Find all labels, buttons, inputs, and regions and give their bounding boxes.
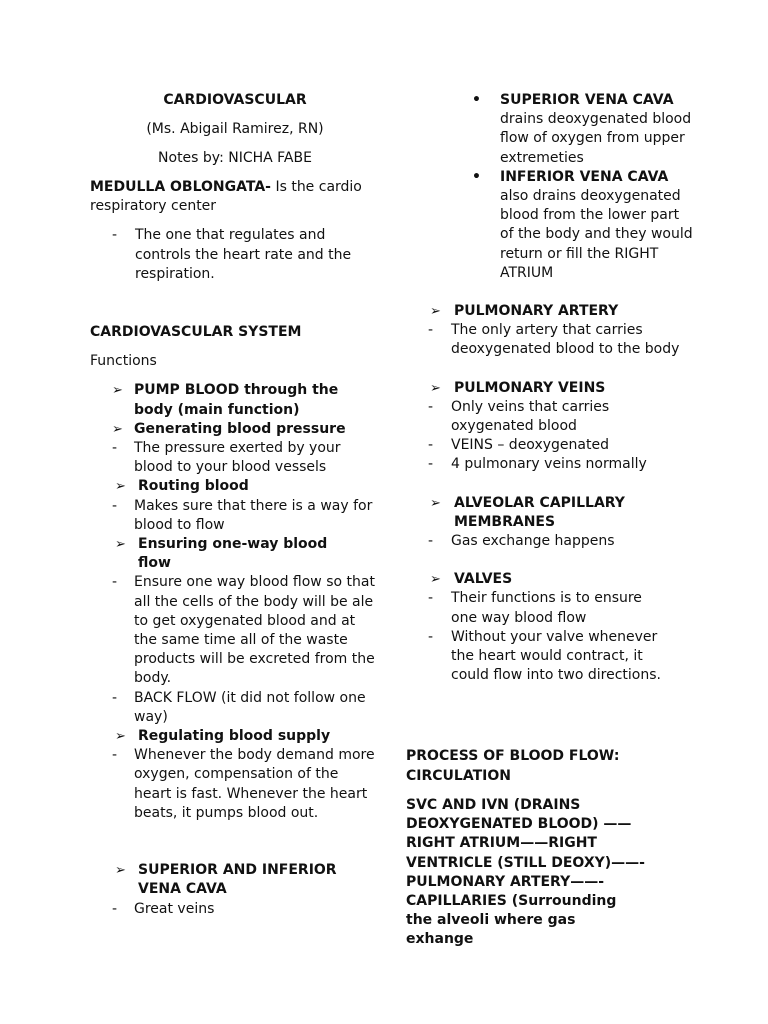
pv-dash-item-3 xyxy=(406,455,696,474)
regulating-dash-item xyxy=(90,746,380,823)
generating-dash-item xyxy=(90,439,380,477)
document-title: CARDIOVASCULAR xyxy=(163,92,307,108)
arrow-icon: ➢ xyxy=(112,421,123,437)
pv-dash-item-1 xyxy=(406,398,696,436)
generating-dash-text: The pressure exerted by your blood to your blood vessels xyxy=(134,440,341,476)
pv-dash-text-3: 4 pulmonary veins normally xyxy=(451,456,647,473)
pulmonary-veins-heading xyxy=(406,379,696,398)
bullet-marker: • xyxy=(472,168,481,185)
arrow-icon: ➢ xyxy=(430,304,441,320)
function-item-routing xyxy=(90,477,380,496)
dash-marker: - xyxy=(112,574,118,591)
right-column xyxy=(406,91,696,950)
svc-text: drains deoxygenated blood flow of oxygen from upper extremeties xyxy=(500,111,692,166)
routing-dash-item xyxy=(90,497,380,535)
valves-dash-text-2: Without your valve whenever the heart would contract, it could flow into two directions. xyxy=(451,628,661,684)
ivc-bullet-item xyxy=(382,168,696,283)
routing-dash-text: Makes sure that there is a way for blood to flow xyxy=(134,497,373,533)
dash-marker: - xyxy=(428,590,434,607)
dash-marker: - xyxy=(428,533,434,550)
generating-text: Generating blood pressure xyxy=(134,420,346,437)
left-column xyxy=(90,91,380,919)
arrow-icon: ➢ xyxy=(115,479,126,495)
dash-marker: - xyxy=(112,689,118,706)
ensuring-dash-text-2: BACK FLOW (it did not follow one way) xyxy=(134,689,366,725)
pv-dash-text-1: Only veins that carries oxygenated blood xyxy=(451,398,610,435)
routing-text: Routing blood xyxy=(138,478,249,495)
ivc-content xyxy=(500,168,696,283)
arrow-icon: ➢ xyxy=(115,537,126,553)
valves-dash-item-1 xyxy=(406,589,696,627)
valves-heading xyxy=(406,570,696,589)
ensuring-dash-item-2 xyxy=(90,689,380,727)
acm-heading xyxy=(406,494,696,532)
ensuring-text: Ensuring one-way blood flow xyxy=(138,536,328,572)
acm-dash-text: Gas exchange happens xyxy=(451,533,615,550)
medulla-paragraph xyxy=(90,178,380,216)
regulating-text: Regulating blood supply xyxy=(138,728,331,745)
function-item-regulating xyxy=(90,727,380,746)
vena-cava-dash-item xyxy=(90,900,380,919)
medulla-dash-text: The one that regulates and controls the heart rate and the respiration. xyxy=(135,227,352,282)
medulla-label: MEDULLA OBLONGATA- xyxy=(90,179,271,195)
dash-marker: - xyxy=(112,227,118,244)
arrow-icon: ➢ xyxy=(115,863,126,879)
vena-cava-dash-text: Great veins xyxy=(134,900,215,917)
dash-marker: - xyxy=(112,747,118,764)
arrow-icon: ➢ xyxy=(430,572,441,588)
dash-marker: - xyxy=(428,628,434,645)
process-text: SVC AND IVN (DRAINS DEOXYGENATED BLOOD) ——RIGHT ATRIUM——RIGHT VENTRICLE (STILL DEOXY)——-PULMONARY ARTERY——-CAPILLARIES (Surrounding the alveoli where gas exhange xyxy=(406,796,645,948)
pv-heading-text: PULMONARY VEINS xyxy=(454,379,606,396)
svc-label: SUPERIOR VENA CAVA xyxy=(500,92,674,108)
ensuring-dash-item-1 xyxy=(90,573,380,688)
medulla-text: Is the cardio respiratory center xyxy=(90,179,362,215)
function-item-generating xyxy=(90,420,380,439)
arrow-icon: ➢ xyxy=(430,495,441,511)
arrow-icon: ➢ xyxy=(430,380,441,396)
valves-dash-text-1: Their functions is to ensure one way blood flow xyxy=(451,590,642,626)
function-item-pump xyxy=(90,381,380,419)
pa-dash-item xyxy=(406,321,696,359)
svc-content xyxy=(500,91,696,168)
pa-heading-text: PULMONARY ARTERY xyxy=(454,303,619,320)
valves-dash-item-2 xyxy=(406,628,696,686)
valves-heading-text: VALVES xyxy=(454,571,513,588)
arrow-icon: ➢ xyxy=(112,383,123,399)
regulating-dash-text: Whenever the body demand more oxygen, compensation of the heart is fast. Whenever the heart beats, it pumps blood out. xyxy=(134,747,375,821)
medulla-dash-item xyxy=(0,226,380,284)
arrow-icon: ➢ xyxy=(115,729,126,745)
dash-marker: - xyxy=(112,900,118,917)
document-author: (Ms. Abigail Ramirez, RN) xyxy=(146,121,324,137)
function-item-ensuring xyxy=(90,535,380,573)
acm-heading-text: ALVEOLAR CAPILLARY MEMBRANES xyxy=(454,494,625,530)
pv-dash-item-2 xyxy=(406,436,696,455)
functions-label: Functions xyxy=(90,353,157,370)
dash-marker: - xyxy=(428,322,434,339)
system-heading: CARDIOVASCULAR SYSTEM xyxy=(90,324,302,341)
ensuring-dash-text-1: Ensure one way blood flow so that all the cells of the body will be ale to get oxygenated blood and at the same time all of the waste products will be excreted from the body. xyxy=(134,574,375,687)
vena-cava-item xyxy=(90,861,380,899)
dash-marker: - xyxy=(428,437,434,454)
notes-by: Notes by: NICHA FABE xyxy=(158,150,312,166)
dash-marker: - xyxy=(112,440,118,457)
dash-marker: - xyxy=(112,497,118,514)
dash-marker: - xyxy=(428,398,434,415)
pulmonary-artery-heading xyxy=(406,302,696,321)
pv-dash-text-2: VEINS – deoxygenated xyxy=(451,437,609,454)
pa-dash-text: The only artery that carries deoxygenated blood to the body xyxy=(451,322,680,358)
process-heading: PROCESS OF BLOOD FLOW: CIRCULATION xyxy=(406,748,620,784)
vena-cava-text: SUPERIOR AND INFERIOR VENA CAVA xyxy=(138,862,337,898)
ivc-text: also drains deoxygenated blood from the lower part of the body and they would return or fill the RIGHT ATRIUM xyxy=(500,188,693,281)
bullet-marker: • xyxy=(472,92,481,108)
dash-marker: - xyxy=(428,456,434,473)
svc-bullet-item xyxy=(382,91,696,168)
acm-dash-item xyxy=(406,532,696,551)
ivc-label: INFERIOR VENA CAVA xyxy=(500,168,669,185)
pump-text: PUMP BLOOD through the body (main function) xyxy=(134,382,339,418)
